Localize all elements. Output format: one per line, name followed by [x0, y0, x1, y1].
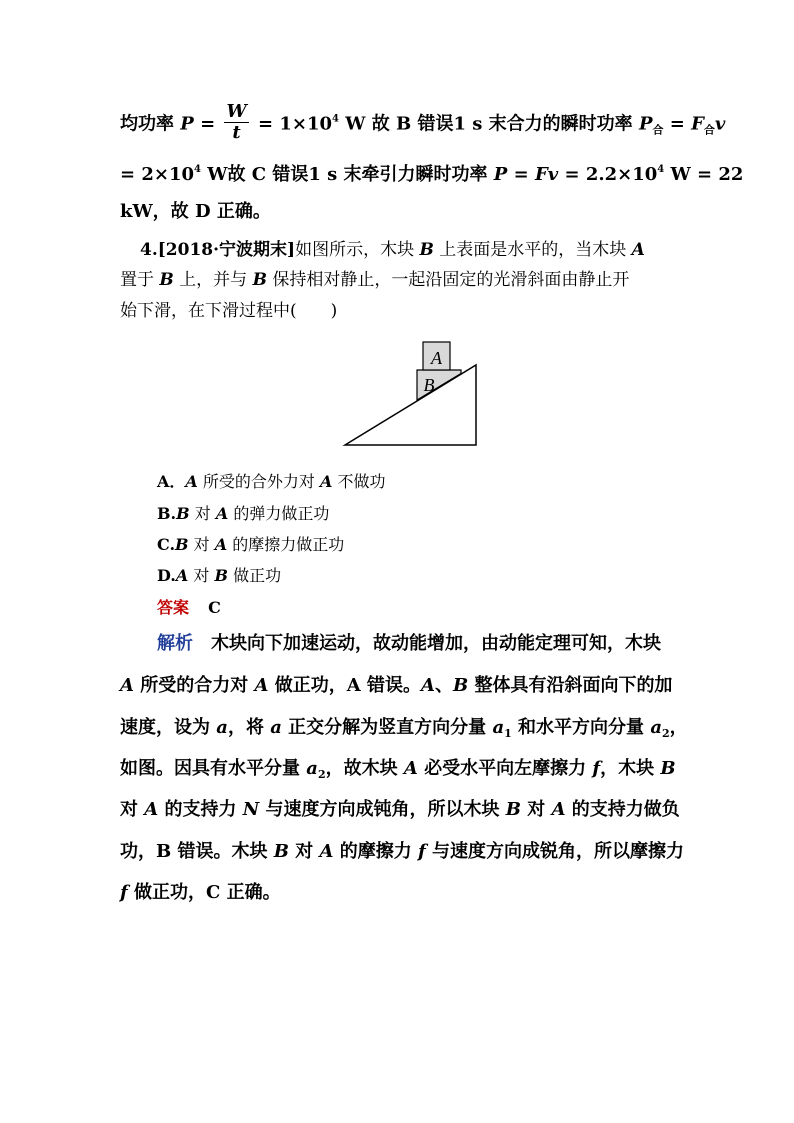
incline-diagram — [335, 332, 497, 450]
option-text: 所受的合外力对 — [197, 472, 321, 491]
var-f: f — [120, 882, 128, 903]
option-text: 对 — [188, 535, 215, 554]
analysis-text: 必受水平向左摩擦力 — [417, 758, 593, 779]
var-b: B — [505, 799, 522, 820]
exponent: 4 — [332, 113, 339, 125]
var-f: f — [418, 841, 426, 862]
var-a-lower: a — [216, 717, 228, 738]
analysis-label: 解析 — [157, 633, 193, 654]
analysis-text: 对 — [521, 799, 552, 820]
analysis-text: ，木块 — [600, 758, 661, 779]
var-f: f — [592, 758, 601, 779]
var-fv: Fv — [534, 164, 559, 185]
var-a: A — [185, 472, 198, 491]
var-a: A — [254, 675, 269, 696]
var-a: A — [403, 758, 418, 779]
var-p: P — [493, 164, 508, 185]
analysis-text: 与速度方向成钝角，所以木块 — [259, 799, 506, 820]
analysis-text: ，故木块 — [325, 758, 404, 779]
var-a: A — [215, 504, 229, 523]
analysis-text: 、 — [434, 675, 453, 696]
analysis-text: 功，B 错误。木块 — [120, 841, 274, 862]
var-b: B — [175, 535, 189, 554]
var-a: A — [120, 675, 134, 696]
question-line-2 — [120, 268, 629, 292]
option-text: 做正功 — [228, 566, 282, 585]
question-line-1 — [140, 238, 645, 262]
var-a: A — [551, 799, 566, 820]
solution-text: kW，故 D 正确。 — [120, 201, 271, 222]
analysis-text: 所受的合力对 — [133, 675, 255, 696]
var-a-lower: a — [306, 758, 318, 779]
fraction-w-over-t — [224, 102, 248, 143]
var-a: A — [175, 566, 189, 585]
analysis-text: 的支持力做负 — [565, 799, 680, 820]
analysis-text: 正交分解为竖直方向分量 — [281, 717, 493, 738]
option-text: 对 — [188, 566, 215, 585]
solution-text: W 故 B 错误 — [338, 113, 454, 135]
question-text: 上，并与 — [173, 270, 253, 290]
option-d — [157, 564, 281, 588]
var-a: A — [631, 240, 645, 260]
var-v: v — [714, 113, 726, 135]
solution-line-2 — [120, 158, 743, 187]
option-c — [157, 533, 344, 557]
subscript: 合 — [703, 123, 715, 137]
solution-line-1 — [120, 101, 726, 145]
solution-text: 1 s 末牵引力瞬时功率 — [308, 164, 494, 185]
option-letter: D. — [157, 566, 176, 585]
equals: = — [663, 113, 692, 135]
analysis-text: 的摩擦力 — [333, 841, 419, 862]
solution-text: W = 22 — [664, 164, 744, 185]
question-text: 如图所示，木块 — [295, 240, 420, 260]
analysis-line-4 — [120, 757, 676, 787]
question-text: 上表面是水平的，当木块 — [433, 240, 632, 260]
subscript: 2 — [662, 727, 670, 740]
var-b: B — [214, 566, 229, 585]
var-b: B — [660, 758, 676, 779]
analysis-text: 和水平方向分量 — [511, 717, 651, 738]
option-text: 不做功 — [332, 472, 386, 491]
analysis-line-6 — [120, 840, 684, 864]
var-p: P — [180, 113, 194, 135]
analysis-text: ，将 — [227, 717, 271, 738]
analysis-text: 做正功，C 正确。 — [127, 882, 281, 903]
fraction-denominator: t — [232, 122, 241, 143]
block-a-label: A — [431, 348, 442, 368]
analysis-text: 速度，设为 — [120, 717, 217, 738]
question-text: 保持相对静止，一起沿固定的光滑斜面由静止开 — [266, 270, 630, 290]
analysis-text: ， — [669, 717, 688, 738]
var-a: A — [144, 799, 159, 820]
option-letter: C. — [157, 535, 176, 554]
var-a: A — [320, 472, 333, 491]
question-number: 4. — [140, 240, 158, 260]
var-a: A — [214, 535, 228, 554]
var-b: B — [273, 841, 289, 862]
var-a: A — [420, 675, 435, 696]
analysis-text: 如图。因具有水平分量 — [120, 758, 307, 779]
var-b: B — [252, 270, 267, 290]
block-b-label: B — [423, 375, 435, 395]
question-text: 置于 — [120, 270, 160, 290]
fraction-numerator: W — [226, 101, 247, 122]
subscript: 1 — [504, 727, 512, 740]
option-letter: A． — [157, 472, 186, 491]
option-text: 对 — [189, 504, 216, 523]
analysis-text: 木块向下加速运动，故动能增加，由动能定理可知，木块 — [193, 633, 661, 654]
var-n: N — [242, 799, 260, 820]
analysis-line-5 — [120, 798, 680, 822]
analysis-text: 的支持力 — [158, 799, 243, 820]
analysis-line-1 — [157, 632, 661, 656]
var-f: F — [691, 113, 704, 135]
question-source: [2018·宁波期末] — [157, 240, 296, 260]
solution-text: W故 C 错误 — [200, 164, 309, 185]
var-b: B — [176, 504, 190, 523]
exponent: 4 — [657, 164, 665, 175]
option-text: 的摩擦力做正功 — [227, 535, 345, 554]
option-b — [157, 502, 329, 526]
answer-label: 答案 — [157, 598, 190, 617]
option-letter: B. — [157, 504, 177, 523]
incline-figure — [335, 332, 497, 454]
var-a-lower: a — [650, 717, 662, 738]
answer-value: C — [208, 598, 221, 617]
solution-line-3 — [120, 200, 271, 224]
analysis-line-7 — [120, 881, 281, 905]
var-b: B — [159, 270, 174, 290]
analysis-text: 做正功，A 错误。 — [268, 675, 421, 696]
analysis-text: 与速度方向成锐角，所以摩擦力 — [425, 841, 685, 862]
analysis-line-3 — [120, 716, 688, 746]
question-text: 始下滑，在下滑过程中( ) — [120, 301, 338, 321]
analysis-text: 对 — [288, 841, 320, 862]
question-line-3 — [120, 299, 337, 323]
subscript: 2 — [317, 768, 326, 781]
solution-text: = 2.2×10 — [558, 164, 658, 185]
answer-line — [157, 596, 221, 620]
exponent: 4 — [194, 164, 201, 175]
option-a — [157, 470, 386, 494]
var-a: A — [319, 841, 334, 862]
solution-text: 1 s 末合力的瞬时功率 — [453, 113, 639, 135]
equals: = — [200, 113, 216, 135]
analysis-text: 对 — [120, 799, 145, 820]
var-b: B — [419, 240, 434, 260]
equals: = — [507, 164, 535, 185]
solution-text: = 1×10 — [257, 113, 332, 135]
analysis-text: 整体具有沿斜面向下的加 — [468, 675, 673, 696]
var-p: P — [638, 113, 653, 135]
var-a-lower: a — [492, 717, 505, 738]
subscript: 合 — [652, 123, 664, 137]
var-a-lower: a — [270, 717, 282, 738]
var-b: B — [452, 675, 469, 696]
solution-text: = 2×10 — [120, 164, 195, 185]
solution-text: 均功率 — [120, 113, 174, 135]
analysis-line-2 — [120, 674, 672, 698]
option-text: 的弹力做正功 — [228, 504, 330, 523]
